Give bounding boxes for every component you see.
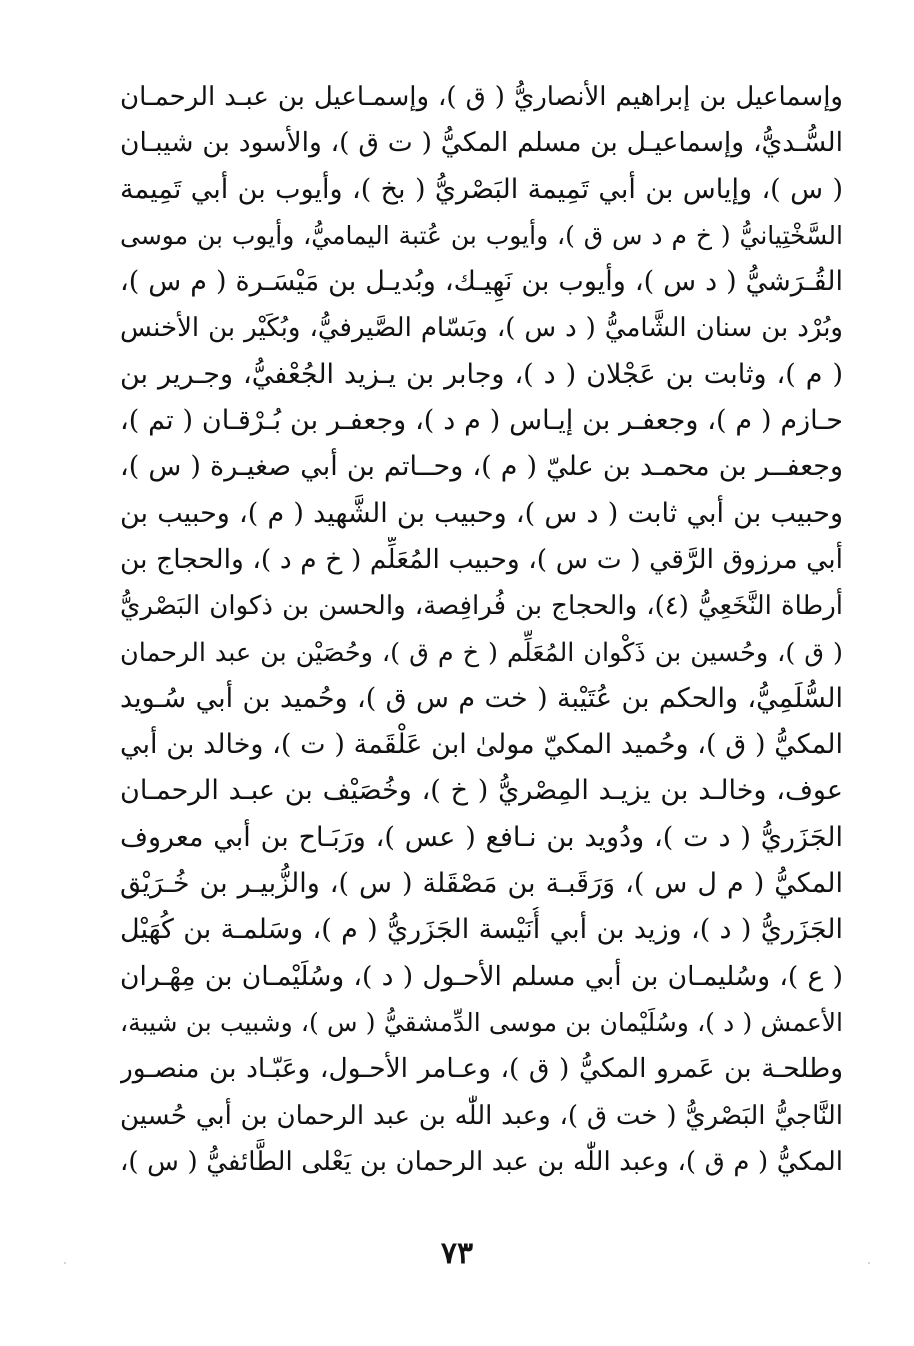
text-line: السَّخْتِيانيُّ ( خ م د س ق )، وأيوب بن عُتبة اليماميُّ، وأيوب بن موسى [120, 220, 843, 250]
text-line: الأعمش ( د )، وسُلَيْمان بن موسى الدِّمشقيُّ ( س )، وشبيب بن شيبة، [120, 1007, 843, 1037]
text-line: وطلحـة بن عَمرو المكيُّ ( ق )، وعـامر الأحـول، وعَبّـاد بن منصـور [120, 1053, 843, 1085]
scan-speck [64, 1262, 66, 1264]
text-line: أرطاة النَّخَعِيُّ (٤)، والحجاج بن فُرافِصة، والحسن بن ذكوان البَصْريُّ [120, 591, 843, 622]
text-line: السُّلَمِيُّ، والحكم بن عُتَيْبة ( خت م س ق )، وحُميد بن أبي سُـويد [120, 682, 843, 714]
text-line: ( س )، وإياس بن أبي تَمِيمة البَصْريُّ ( بخ )، وأيوب بن أبي تَمِيمة [120, 173, 843, 205]
text-line: أبي مرزوق الرَّقي ( ت س )، وحبيب المُعَلِّم ( خ م د )، والحجاج بن [120, 543, 843, 575]
text-line: المكيُّ ( م ل س )، وَرَقَبـة بن مَصْقَلة ( س )، والزُّبيـر بن خُـرَيْق [120, 868, 843, 900]
body-text [120, 74, 843, 1185]
scan-speck [868, 1262, 870, 1264]
text-line: ( ق )، وحُسين بن ذَكْوان المُعَلِّم ( خ م ق )، وحُصَيْن بن عبد الرحمان [120, 637, 843, 668]
text-line: وجعفــر بن محمـد بن عليّ ( م )، وحــاتم بن أبي صغيـرة ( س )، [120, 451, 843, 483]
text-line: وحبيب بن أبي ثابت ( د س )، وحبيب بن الشَّهيد ( م )، وحبيب بن [120, 497, 843, 529]
text-line: عوف، وخالـد بن يزيـد المِصْريُّ ( خ )، وخُصَيْف بن عبـد الرحمـان [120, 775, 843, 807]
text-line: وبُرْد بن سنان الشَّاميُّ ( د س )، وبَسّام الصَّيرفيُّ، وبُكَيْر بن الأخنس [120, 313, 843, 344]
text-line: ( ع )، وسُليمـان بن أبي مسلم الأحـول ( د )، وسُلَيْمـان بن مِهْـران [120, 960, 843, 992]
page-number: ٧٣ [440, 1236, 474, 1271]
text-line: النَّاجيُّ البَصْريُّ ( خت ق )، وعبد اللّٰه بن عبد الرحمان بن أبي حُسين [120, 1100, 843, 1131]
text-line: ( م )، وثابت بن عَجْلان ( د )، وجابر بن يـزيد الجُعْفيُّ، وجـرير بن [120, 358, 843, 390]
text-line: الجَزَريُّ ( د ت )، ودُويد بن نـافع ( عس )، ورَبَـاح بن أبي معروف [120, 821, 843, 853]
text-line: القُـرَشيُّ ( د س )، وأيوب بن نَهِيـك، وبُديـل بن مَيْسَـرة ( م س )، [120, 266, 843, 298]
text-line: المكيُّ ( ق )، وحُميد المكيّ مولىٰ ابن عَلْقَمة ( ت )، وخالد بن أبي [120, 729, 843, 761]
text-line: السُّـديُّ، وإسماعيـل بن مسلم المكيُّ ( ت ق )، والأسود بن شيبـان [120, 127, 843, 159]
text-line: وإسماعيل بن إبراهيم الأنصاريُّ ( ق )، وإسمـاعيل بن عبـد الرحمـان [120, 82, 843, 112]
text-line: الجَزَريُّ ( د )، وزيد بن أبي أُنَيْسة الجَزَريُّ ( م )، وسَلمـة بن كُهَيْل [120, 914, 843, 946]
text-line: حـازم ( م )، وجعفـر بن إيـاس ( م د )، وجعفـر بن بُـرْقـان ( تم )، [120, 405, 843, 437]
text-line: المكيُّ ( م ق )، وعبد اللّٰه بن عبد الرحمان بن يَعْلى الطَّائفيُّ ( س )، [120, 1146, 843, 1177]
